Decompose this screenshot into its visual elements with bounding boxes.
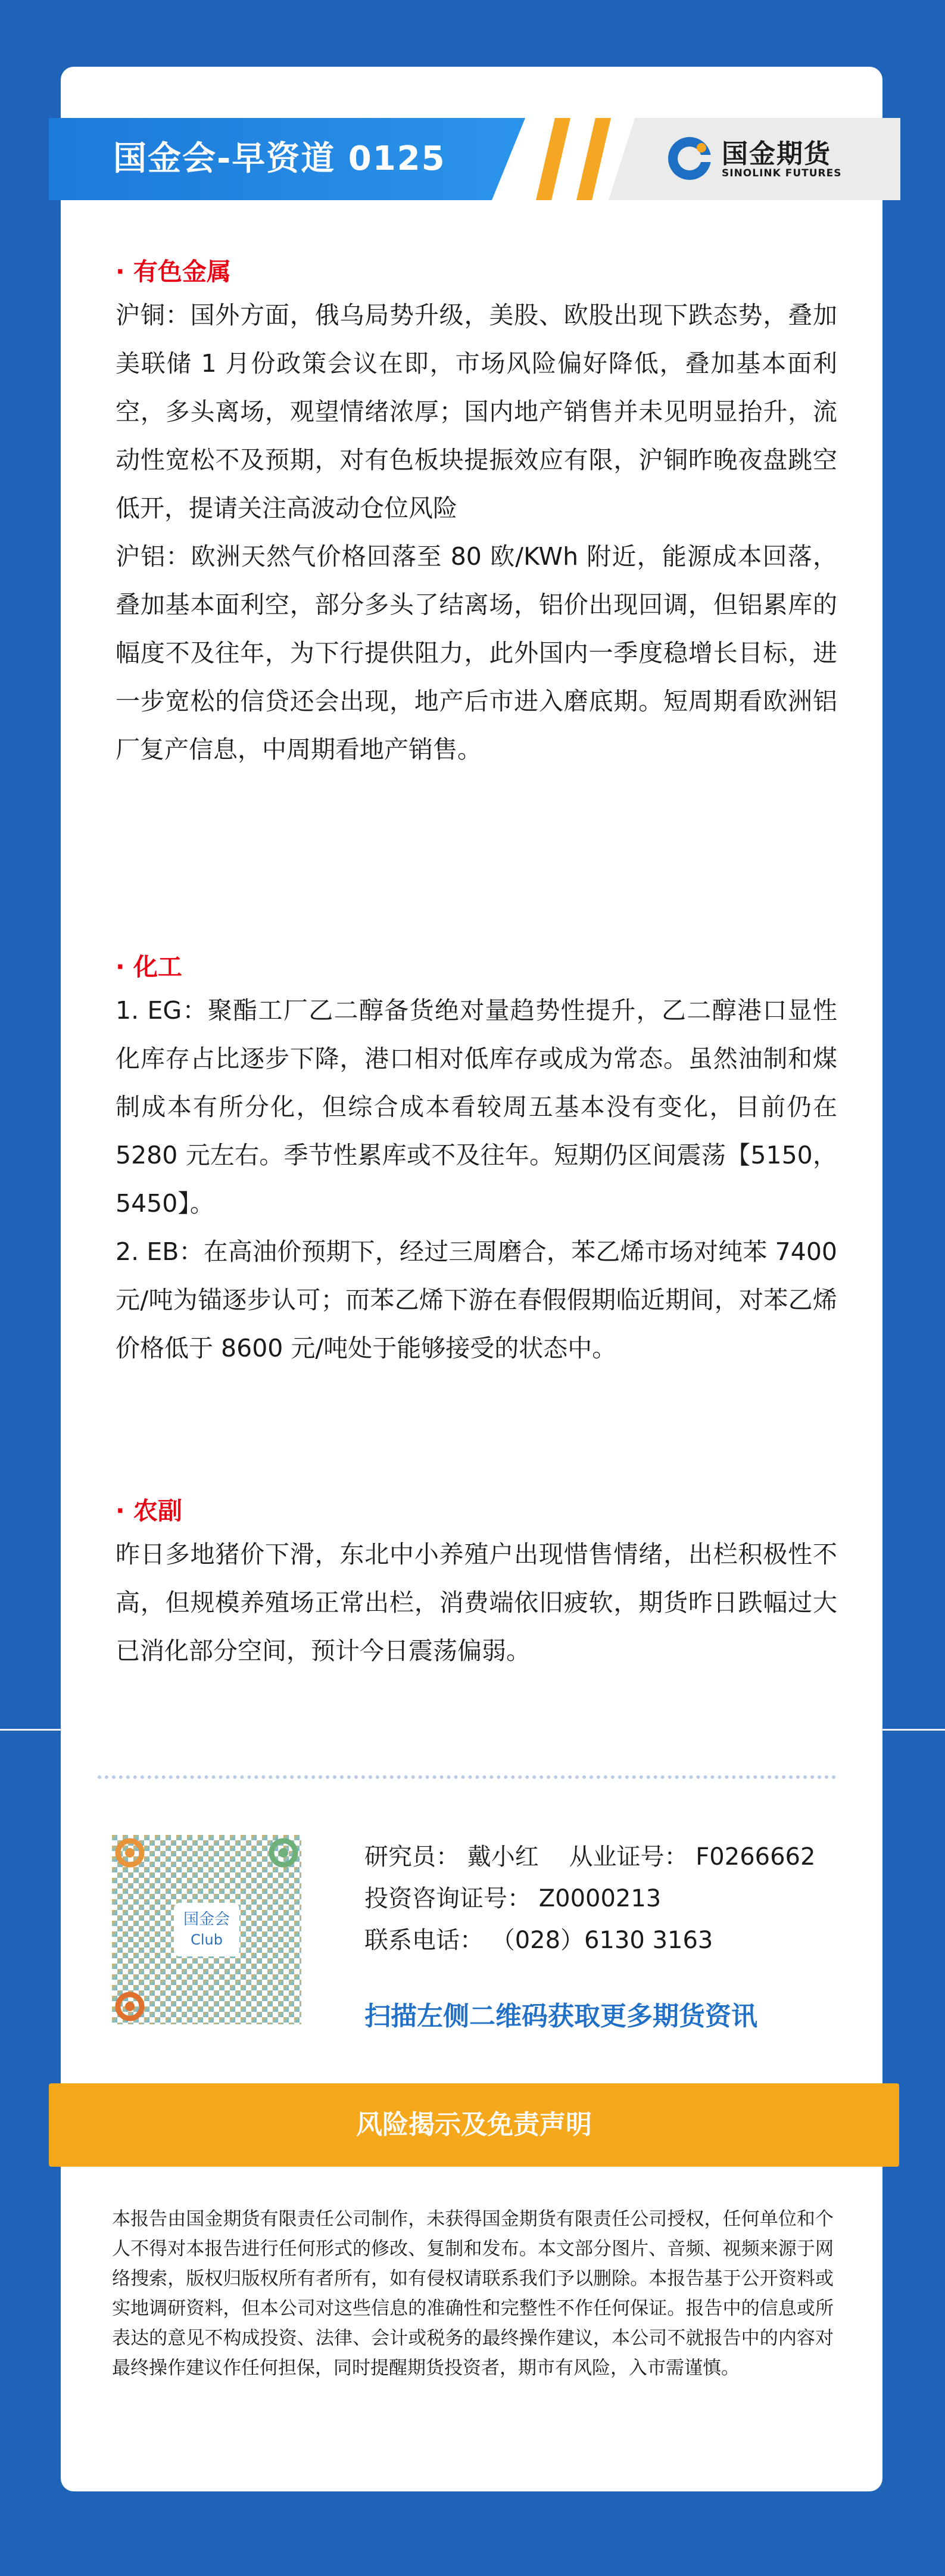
researcher-line: 研究员： 戴小红 从业证号： F0266662: [364, 1843, 816, 1871]
section-chemical: [116, 947, 837, 1373]
risk-title: 风险揭示及免责声明: [356, 2110, 592, 2140]
section-nonferrous: [116, 252, 837, 774]
logo-text-en: SINOLINK FUTURES: [722, 167, 842, 179]
paragraph-copper: 沪铜：国外方面，俄乌局势升级，美股、欧股出现下跌态势，叠加美联储 1 月份政策会议在即，市场风险偏好降低，叠加基本面利空，多头离场，观望情绪浓厚；国内地产销售并未见明显抬升，流动性宽松不及预期，对有色板块提振效应有限，沪铜昨晚夜盘跳空低开，提请关注高波动仓位风险: [116, 301, 837, 522]
page-title: 国金会-早资道 0125: [113, 139, 446, 178]
logo-text-cn: 国金期货: [722, 139, 831, 169]
section-title: · 农副: [116, 1497, 182, 1525]
paragraph-aluminum: 沪铝：欧洲天然气价格回落至 80 欧/KWh 附近，能源成本回落，叠加基本面利空，部分多头了结离场，铝价出现回调，但铝累库的幅度不及往年，为下行提供阻力，此外国内一季度稳增长目标，进一步宽松的信贷还会出现，地产后市进入磨底期。短周期看欧洲铝厂复产信息，中周期看地产销售。: [116, 542, 837, 764]
paragraph-eb: 2. EB：在高油价预期下，经过三周磨合，苯乙烯市场对纯苯 7400 元/吨为锚逐步认可；而苯乙烯下游在春假假期临近期间，对苯乙烯价格低于 8600 元/吨处于能够接受的状态中。: [116, 1237, 837, 1362]
svg-text:国金会: 国金会: [183, 1911, 230, 1928]
background-divider: [0, 1729, 945, 1731]
sinolink-logo-icon: [666, 135, 713, 182]
disclaimer-text: 本报告由国金期货有限责任公司制作，未获得国金期货有限责任公司授权，任何单位和个人不得对本报告进行任何形式的修改、复制和发布。本文部分图片、音频、视频来源于网络搜索，版权归版权所有者所有，如有侵权请联系我们予以删除。本报告基于公开资料或实地调研资料，但本公司对这些信息的准确性和完整性不作任何保证。报告中的信息或所表达的意见不构成投资、法律、会计或税务的最终操作建议，本公司不就报告中的内容对最终操作建议作任何担保，同时提醒期货投资者，期市有风险，入市需谨慎。: [112, 2208, 834, 2379]
paragraph-eg: 1. EG：聚酯工厂乙二醇备货绝对量趋势性提升，乙二醇港口显性化库存占比逐步下降，港口相对低库存或成为常态。虽然油制和煤制成本有所分化，但综合成本看较周五基本没有变化，目前仍在 5280 元左右。季节性累库或不及往年。短期仍区间震荡【5150，5450】。: [116, 996, 837, 1218]
section-agriculture: [116, 1491, 837, 1675]
section-title: · 化工: [116, 953, 182, 981]
phone-line: 联系电话： （028）6130 3163: [364, 1927, 713, 1954]
qr-code[interactable]: [112, 1835, 301, 2024]
paragraph-hog: 昨日多地猪价下滑，东北中小养殖户出现惜售情绪，出栏积极性不高，但规模养殖场正常出栏，消费端依旧疲软，期货昨日跌幅过大已消化部分空间，预计今日震荡偏弱。: [116, 1540, 837, 1665]
svg-text:Club: Club: [191, 1931, 223, 1948]
consult-id-line: 投资咨询证号： Z0000213: [364, 1885, 662, 1912]
section-title: · 有色金属: [116, 257, 231, 286]
scan-cta: 扫描左侧二维码获取更多期货资讯: [364, 2001, 757, 2031]
dotted-divider: [98, 1775, 836, 1779]
